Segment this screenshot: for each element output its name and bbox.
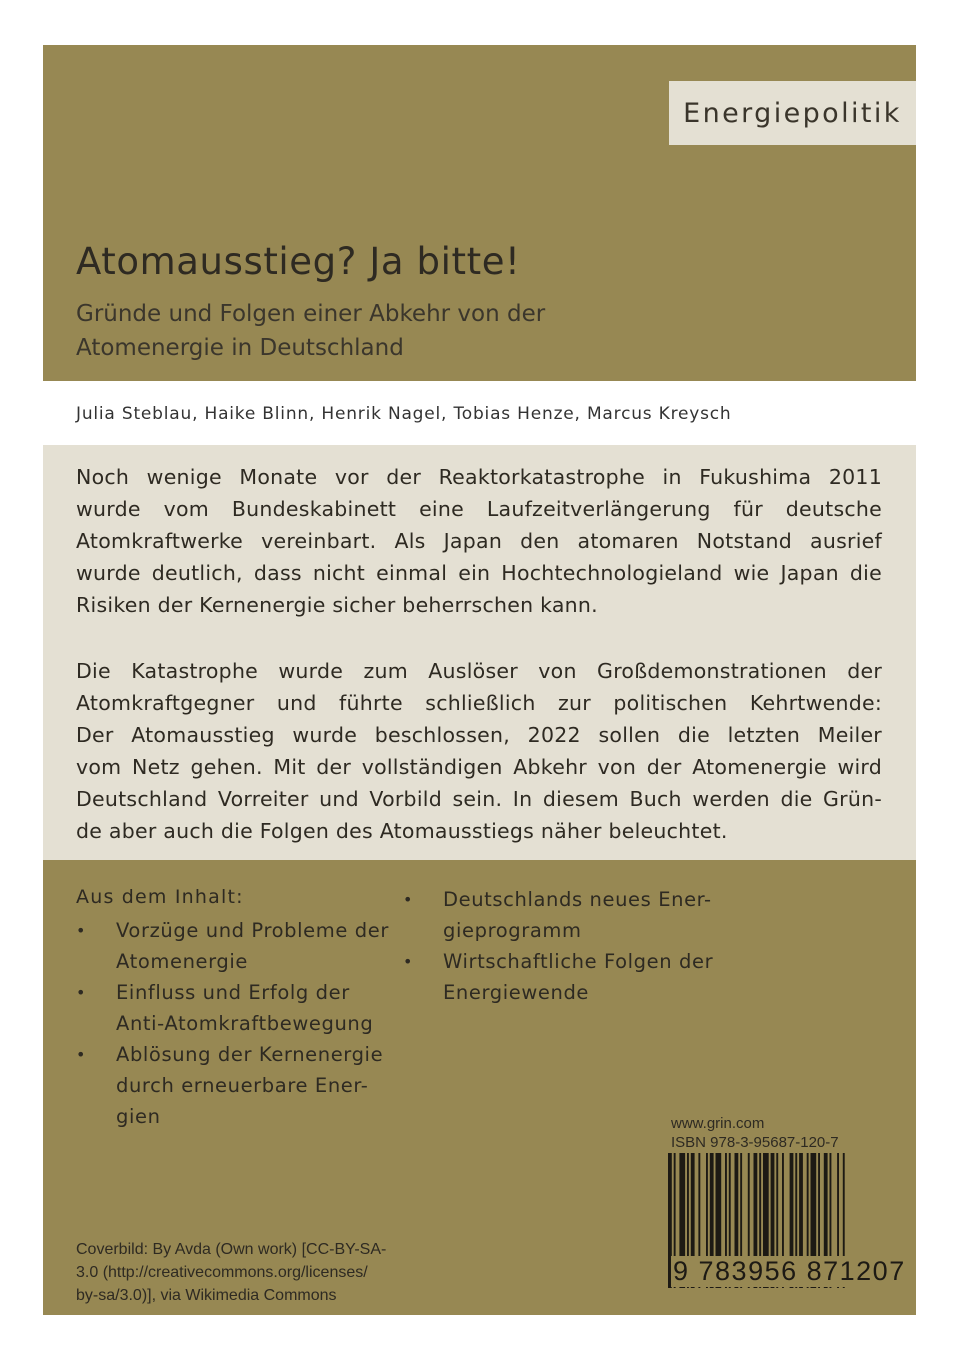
blurb-line: Noch wenige Monate vor der Reaktorkatastrophe in Fukushima 2011 <box>76 465 882 489</box>
credit-line: 3.0 (http://creativecommons.org/licenses/ <box>76 1264 368 1281</box>
contents-item-line: Einfluss und Erfolg der <box>116 981 350 1004</box>
contents-panel <box>43 860 916 1315</box>
contents-item-line: gien <box>116 1105 161 1128</box>
credit-line: Coverbild: By Avda (Own work) [CC-BY-SA- <box>76 1241 387 1258</box>
blurb-line: de aber auch die Folgen des Atomausstiegs näher beleuchtet. <box>76 819 728 843</box>
credit-line: by-sa/3.0)], via Wikimedia Commons <box>76 1287 337 1304</box>
bullet-icon: • <box>403 890 414 909</box>
blurb-panel <box>43 445 916 860</box>
blurb-line: vom Netz gehen. Mit der vollständigen Abkehr von der Atomenergie wird <box>76 755 882 779</box>
blurb-line: Die Katastrophe wurde zum Auslöser von Großdemonstrationen der <box>76 659 882 683</box>
subtitle-line: Gründe und Folgen einer Abkehr von der <box>76 301 546 327</box>
contents-item-line: gieprogramm <box>443 919 582 942</box>
book-subtitle <box>76 297 545 365</box>
blurb-line: Atomkraftwerke vereinbart. Als Japan den atomaren Notstand ausrief <box>76 529 882 553</box>
bullet-icon: • <box>403 952 414 971</box>
contents-item-line: Deutschlands neues Ener- <box>443 888 712 911</box>
publisher-website: www.grin.com <box>671 1115 765 1132</box>
contents-heading: Aus dem Inhalt: <box>76 886 244 908</box>
blurb-paragraph <box>76 655 882 847</box>
bullet-icon: • <box>76 983 87 1002</box>
image-credit <box>76 1238 386 1307</box>
blurb-line: Deutschland Vorreiter und Vorbild sein. In diesem Buch werden die Grün- <box>76 787 882 811</box>
contents-item-line: durch erneuerbare Ener- <box>116 1074 369 1097</box>
contents-item-line: Ablösung der Kernenergie <box>116 1043 384 1066</box>
bullet-icon: • <box>76 1045 87 1064</box>
contents-item-line: Energiewende <box>443 981 590 1004</box>
contents-item-line: Anti-Atomkraftbewegung <box>116 1012 374 1035</box>
book-title: Atomausstieg? Ja bitte! <box>76 240 521 283</box>
blurb-line: wurde vom Bundeskabinett eine Laufzeitverlängerung für deutsche <box>76 497 882 521</box>
author-list: Julia Steblau, Haike Blinn, Henrik Nagel, Tobias Henze, Marcus Kreysch <box>76 404 732 424</box>
barcode-number: 9 783956 871207 <box>673 1256 906 1286</box>
blurb-line: Risiken der Kernenergie sicher beherrschen kann. <box>76 593 598 617</box>
category-label: Energiepolitik <box>669 81 916 145</box>
contents-item-line: Vorzüge und Probleme der <box>116 919 389 942</box>
isbn-label: ISBN 978-3-95687-120-7 <box>671 1134 839 1151</box>
bullet-icon: • <box>76 921 87 940</box>
title-panel <box>43 45 916 381</box>
contents-item-line: Wirtschaftliche Folgen der <box>443 950 714 973</box>
blurb-line: Der Atomausstieg wurde beschlossen, 2022 sollen die letzten Meiler <box>76 723 882 747</box>
blurb-line: Atomkraftgegner und führte schließlich zur politischen Kehrtwende: <box>76 691 882 715</box>
blurb-line: wurde deutlich, dass nicht einmal ein Hochtechnologieland wie Japan die <box>76 561 882 585</box>
contents-item-line: Atomenergie <box>116 950 248 973</box>
subtitle-line: Atomenergie in Deutschland <box>76 335 404 361</box>
blurb-paragraph <box>76 461 882 621</box>
